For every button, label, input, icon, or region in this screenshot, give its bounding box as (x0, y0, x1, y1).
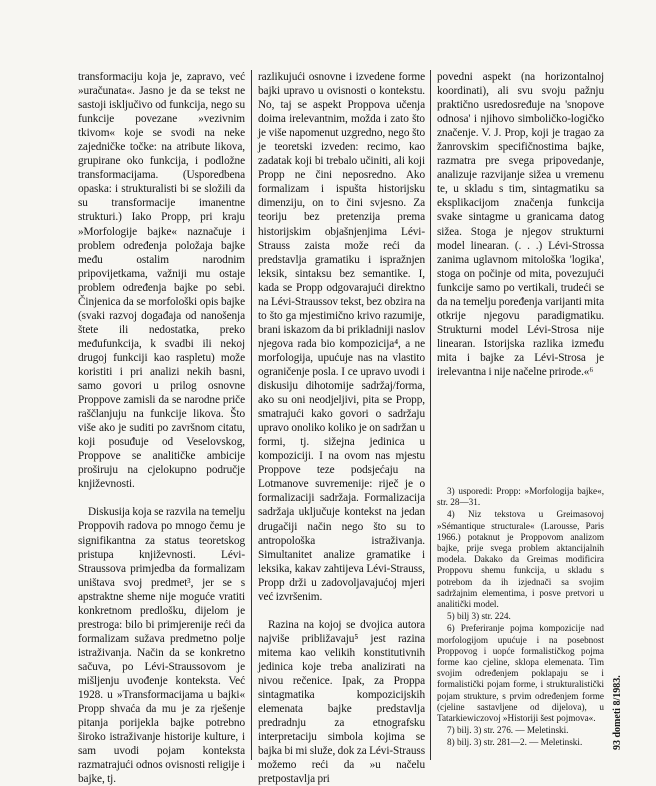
text-column-2 (258, 70, 425, 786)
page-folio: 93 dometi 8/1983. (612, 675, 623, 750)
footnotes (437, 486, 604, 750)
paragraph: razlikujući osnovne i izvedene forme bajki upravo u ovisnosti o kontekstu. No, taj se aspekt Proppova učenja doima irelevantnim, možda i zato što je više napomenut uzgredno, nego što je teoretski izveden: recimo, kao zadatak koji bi trebalo učiniti, ali koji Propp ne čini neposredno. Ako formalizam i ispušta historijsku dimenziju, on to čini svjesno. Za teoriju bez pretenzija prema historijskim objašnjenjima Lévi-Strauss zaista može reći da predstavlja gramatiku i ispražnjen leksik, sintaksu bez semantike. I, kada se Propp odgovarajući direktno na Lévi-Straussov tekst, bez obzira na to što ga mjestimično krivo razumije, brani iskazom da bi prikladniji naslov njegova rada bio kompozicija⁴, a ne morfologija, upućuje nas na vlastito ograničenje posla. I ce upravo uvodi i diskusiju dihotomije sadržaj/forma, ako su oni neodjeljivi, pita se Propp, smatrajući kako govori o sadržaju upravo onoliko koliko je on sadržan u formi, tj. sižejna jedinica u kompoziciji. I na ovom nas mjestu Proppove teze podsjećaju na Lotmanove suvremenije: riječ je o formalizaciji sadržaja. Formalizacija sadržaja uključuje kontekst na jedan drugačiji način nego što su to antropološka istraživanja. Simultanitet analize gramatike i leksika, kakav zahtijeva Lévi-Strauss, Propp drži u zadovoljavajućoj mjeri već izvršenim. (258, 71, 425, 603)
paragraph: Razina na kojoj se dvojica autora najviše približavaju⁵ jest razina mitema kao velikih konstitutivnih jedinica koje treba analizirati na nivou rečenice. Ipak, za Proppa sintagmatika kompozicijskih elemenata bajke predstavlja predradnju za etnografsku interpretaciju simbola kojima se bajka bi mi služe, dok za Lévi-Strauss možemo reći da »u načelu pretpostavlja pri (258, 618, 425, 786)
text-column-3 (437, 70, 604, 379)
footnote: 8) bilj. 3) str. 281—2. — Meletinski. (447, 737, 583, 748)
footnote: 4) Niz tekstova u Greimasovoj »Sémantique structurale« (Larousse, Paris 1966.) potaknut je Proppovom analizom bajke, prije svega problem aktancijalnih modela. Dakako da Greimas modificira Proppovu shemu funkcija, u skladu s potrebom da ih izjednači sa svojim sadržajnim elementima, i posve pretvori u analitički model. (437, 509, 604, 610)
paragraph: transformaciju koja je, zapravo, već »uračunata«. Jasno je da se tekst ne sastoji isključivo od funkcija, nego su funkcije povezane »vezivnim tkivom« koje se svodi na neke zajedničke točke: na atribute likova, grupirane oko funkcija, i podložne transformacijama. (Usporedbena opaska: i strukturalisti bi se složili da su transformacije imanentne strukturi.) Iako Propp, pri kraju »Morfologije bajke« naznačuje i problem određenja položaja bajke među ostalim narodnim pripovijetkama, važniji mu ostaje problem određenja bajke po sebi. Činjenica da se morfološki opis bajke (svaki razvoj događaja od nanošenja štete ili nedostatka, preko međufunkcija, k svadbi ili nekoj drugoj funkciji kao raspletu) može koristiti i pri analizi nekih basni, samo govori u prilog osnovne Proppove zamisli da se narodne priče raščlanjuju na funkcije likova. Što više ako je suditi po završnom citatu, koji posuđuje od Veselovskog, Proppove se analitičke ambicije proširuju na cjelokupno područje književnosti. (78, 71, 245, 491)
paragraph: povedni aspekt (na horizontalnoj koordinati), ali svu svoju pažnju praktično usredosređuje na 'snopove odnosa' i njihovo simboličko-logičko značenje. V. J. Prop, koji je tragao za žanrovskim specifičnostima bajke, razmatra pre svega pripovedanje, analizuje razvijanje sižea u vremenu te, u skladu s tim, sintagmatiku sa eksplikacijom značenja funkcija svake sintagme u granicama datog sižea. Stoga je njegov strukturni model linearan. (. . .) Lévi-Strossa zanima uglavnom mitološka 'logika', stoga on počinje od mita, povezujući funkcije samo po vertikali, trudeći se da na temelju poređenja varijanti mita otkrije njegovu paradigmatiku. Strukturni model Lévi-Strosa nije linearan. Istorijska razlika između mita i bajke za Lévi-Strosa je irelevantna i nije načelne prirode.«⁶ (437, 71, 604, 378)
text-column-1 (78, 70, 245, 786)
footnote: 5) bilj 3) str. 224. (447, 611, 511, 622)
footnote: 6) Preferiranje pojma kompozicije nad morfologijom upućuje i na posebnost Proppovog i uopće formalističkog pojma forme kao cjeline, sklopa elemenata. Tim svojim određenjem poklapaju se i formalistički pojam forme, i strukturalistički pojam strukture, s prvim određenjem forme (cjeline sastavljene od dijelova), u Tatarkiewiczovoj »Historiji šest pojmova«. (437, 623, 604, 724)
footnote: 3) usporedi: Propp: »Morfologija bajke«, str. 28—31. (437, 486, 604, 508)
column-rule-right (430, 70, 431, 760)
column-rule-left (251, 70, 252, 760)
footnote: 7) bilj. 3) str. 276. — Meletinski. (447, 725, 569, 736)
paragraph: Diskusija koja se razvila na temelju Proppovih radova po mnogo čemu je signifikantna za status teoretskog pristupa književnosti. Lévi-Straussova primjedba da formalizam uništava svoj predmet³, jer se s apstraktne sheme nije moguće vratiti konkretnom predlošku, dijelom je prestroga: bilo bi primjerenije reći da formalizam sužava predmetno polje istraživanja. Način da se konkretno sačuva, po Lévi-Straussovom je mišljenju uvođenje konteksta. Već 1928. u »Transformacijama u bajki« Propp shvaća da mu je za rješenje pitanja porijekla bajke potrebno široko istraživanje historije kulture, i sam uvodi pojam konteksta razmatrajući odnos ovisnosti religije i bajke, tj. (78, 506, 245, 786)
